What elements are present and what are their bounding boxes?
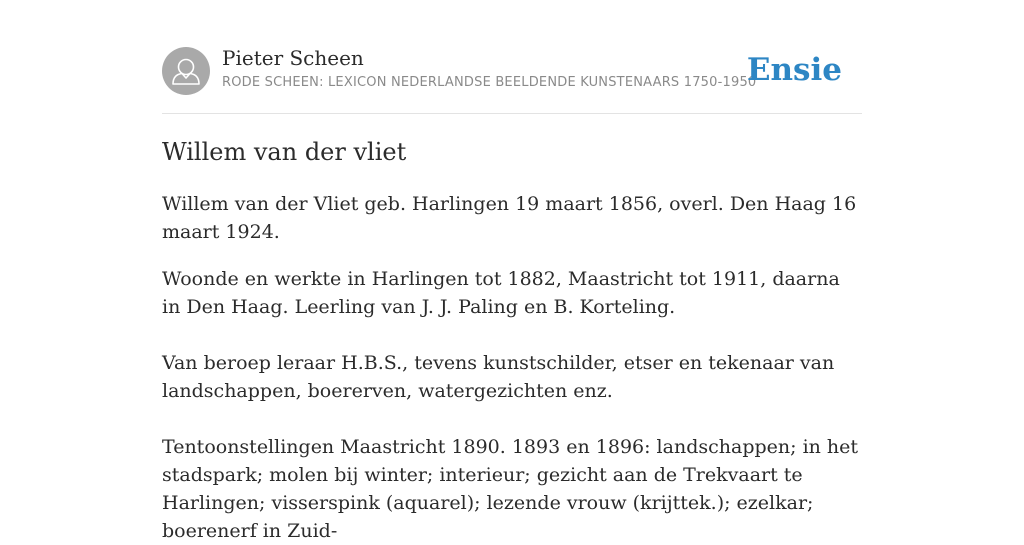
article-title: Willem van der vliet <box>162 138 407 166</box>
article-page <box>162 0 862 542</box>
paragraph: Woonde en werkte in Harlingen tot 1882, Maastricht tot 1911, daarna in Den Haag. Leerling van J. J. Paling en B. Korteling. <box>162 268 840 318</box>
source-title[interactable]: RODE SCHEEN: LEXICON NEDERLANDSE BEELDENDE KUNSTENAARS 1750-1950 <box>222 75 757 90</box>
article-header <box>162 0 862 114</box>
ensie-logo[interactable]: Ensie <box>746 52 842 88</box>
author-name[interactable]: Pieter Scheen <box>222 46 364 70</box>
paragraph: Van beroep leraar H.B.S., tevens kunstschilder, etser en tekenaar van landschappen, boererven, watergezichten enz. <box>162 352 835 402</box>
paragraph: Tentoonstellingen Maastricht 1890. 1893 en 1896: landschappen; in het stadspark; molen bij winter; interieur; gezicht aan de Trekvaart te Harlingen; visserspink (aquarel); lezende vrouw (krijttek.); ezelkar; boerenerf in Zuid- <box>162 436 859 542</box>
article-body <box>162 190 862 545</box>
user-icon <box>162 47 210 95</box>
author-avatar[interactable] <box>162 47 210 95</box>
paragraph: Willem van der Vliet geb. Harlingen 19 maart 1856, overl. Den Haag 16 maart 1924. <box>162 193 857 243</box>
